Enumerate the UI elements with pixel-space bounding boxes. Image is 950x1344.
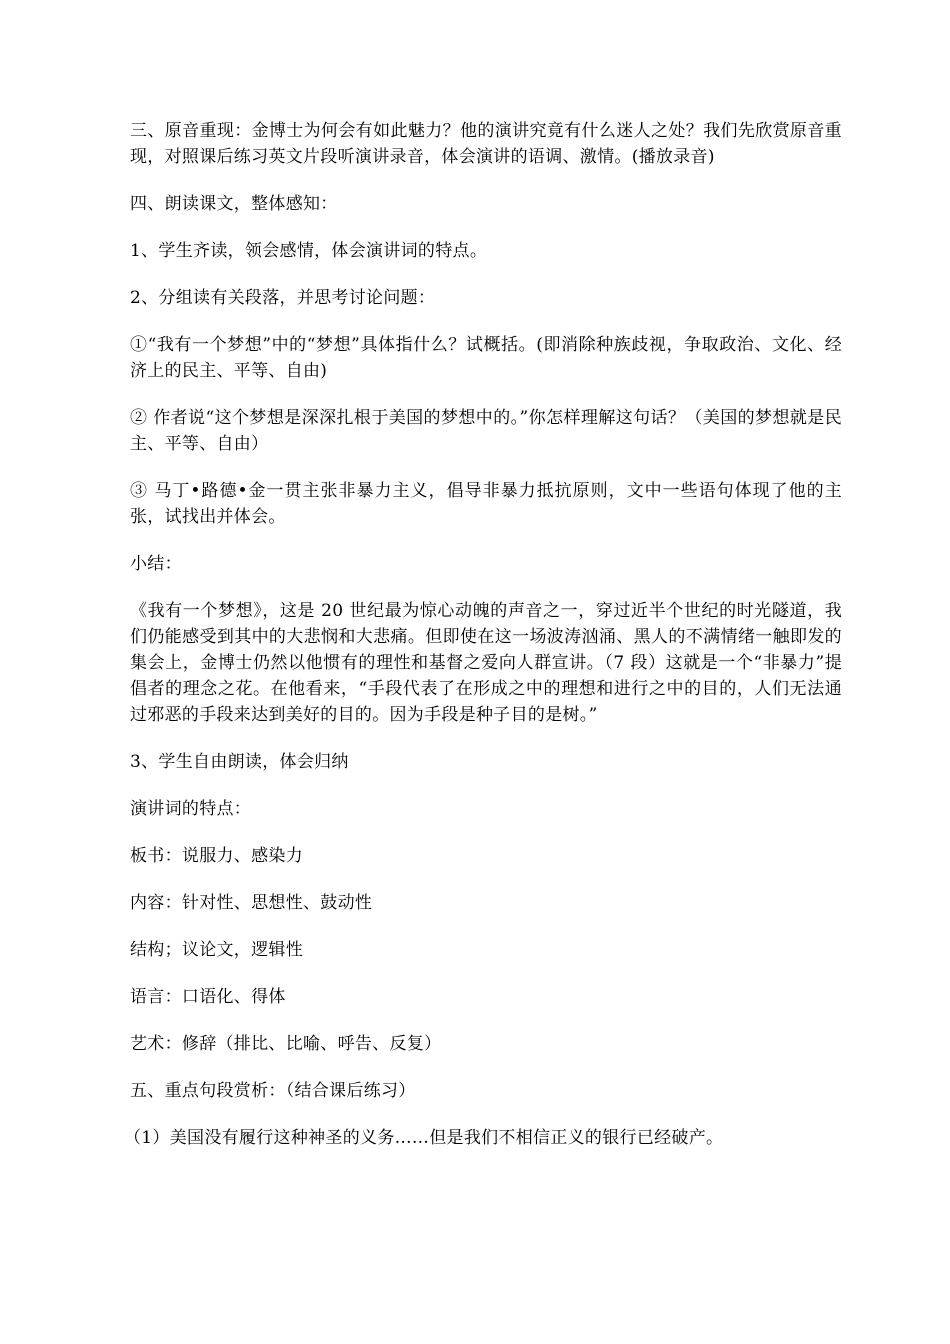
content-note: 内容：针对性、思想性、鼓动性 xyxy=(130,893,373,913)
document-body xyxy=(124,118,842,1172)
question-two: ② 作者说“这个梦想是深深扎根于美国的梦想中的。”你怎样理解这句话？（美国的梦想就是民主、平等、自由） xyxy=(130,408,842,454)
speech-features-heading: 演讲词的特点： xyxy=(130,799,252,819)
question-one: ①“我有一个梦想”中的“梦想”具体指什么？试概括。(即消除种族歧视，争取政治、文化、经济上的民主、平等、自由) xyxy=(130,335,842,381)
art-note: 艺术：修辞（排比、比喻、呼告、反复） xyxy=(130,1034,442,1054)
summary-heading: 小结： xyxy=(130,554,182,574)
question-three: ③ 马丁•路德•金一贯主张非暴力主义，倡导非暴力抵抗原则，文中一些语句体现了他的主张，试找出并体会。 xyxy=(130,481,842,527)
section-three-heading: 三、原音重现：金博士为何会有如此魅力？他的演讲究竟有什么迷人之处？我们先欣赏原音重现，对照课后练习英文片段听演讲录音，体会演讲的语调、激情。(播放录音) xyxy=(130,121,842,167)
section-five-heading: 五、重点句段赏析：（结合课后练习） xyxy=(130,1081,416,1101)
step-three-text: 3、学生自由朗读，体会归纳 xyxy=(130,752,349,772)
summary-text: 《我有一个梦想》，这是 20 世纪最为惊心动魄的声音之一，穿过近半个世纪的时光隧道，我们仍能感受到其中的大悲悯和大悲痛。但即使在这一场波涛汹涌、黑人的不满情绪一触即发的集会上，金博士仍然以他惯有的理性和基督之爱向人群宣讲。（7 段）这就是一个“非暴力”提倡者的理念之花。在他看来，“手段代表了在形成之中的理想和进行之中的目的，人们无法通过邪恶的手段来达到美好的目的。因为手段是种子目的是树。” xyxy=(130,601,842,725)
structure-note: 结构；议论文，逻辑性 xyxy=(130,940,303,960)
blackboard-note: 板书：说服力、感染力 xyxy=(130,846,303,866)
section-four-heading: 四、朗读课文，整体感知： xyxy=(130,194,338,214)
language-note: 语言：口语化、得体 xyxy=(130,987,286,1007)
step-one-text: 1、学生齐读，领会感情，体会演讲词的特点。 xyxy=(130,241,488,261)
step-two-text: 2、分组读有关段落，并思考讨论问题： xyxy=(130,288,436,308)
key-sentence-one: （1）美国没有履行这种神圣的义务……但是我们不相信正义的银行已经破产。 xyxy=(124,1128,724,1148)
